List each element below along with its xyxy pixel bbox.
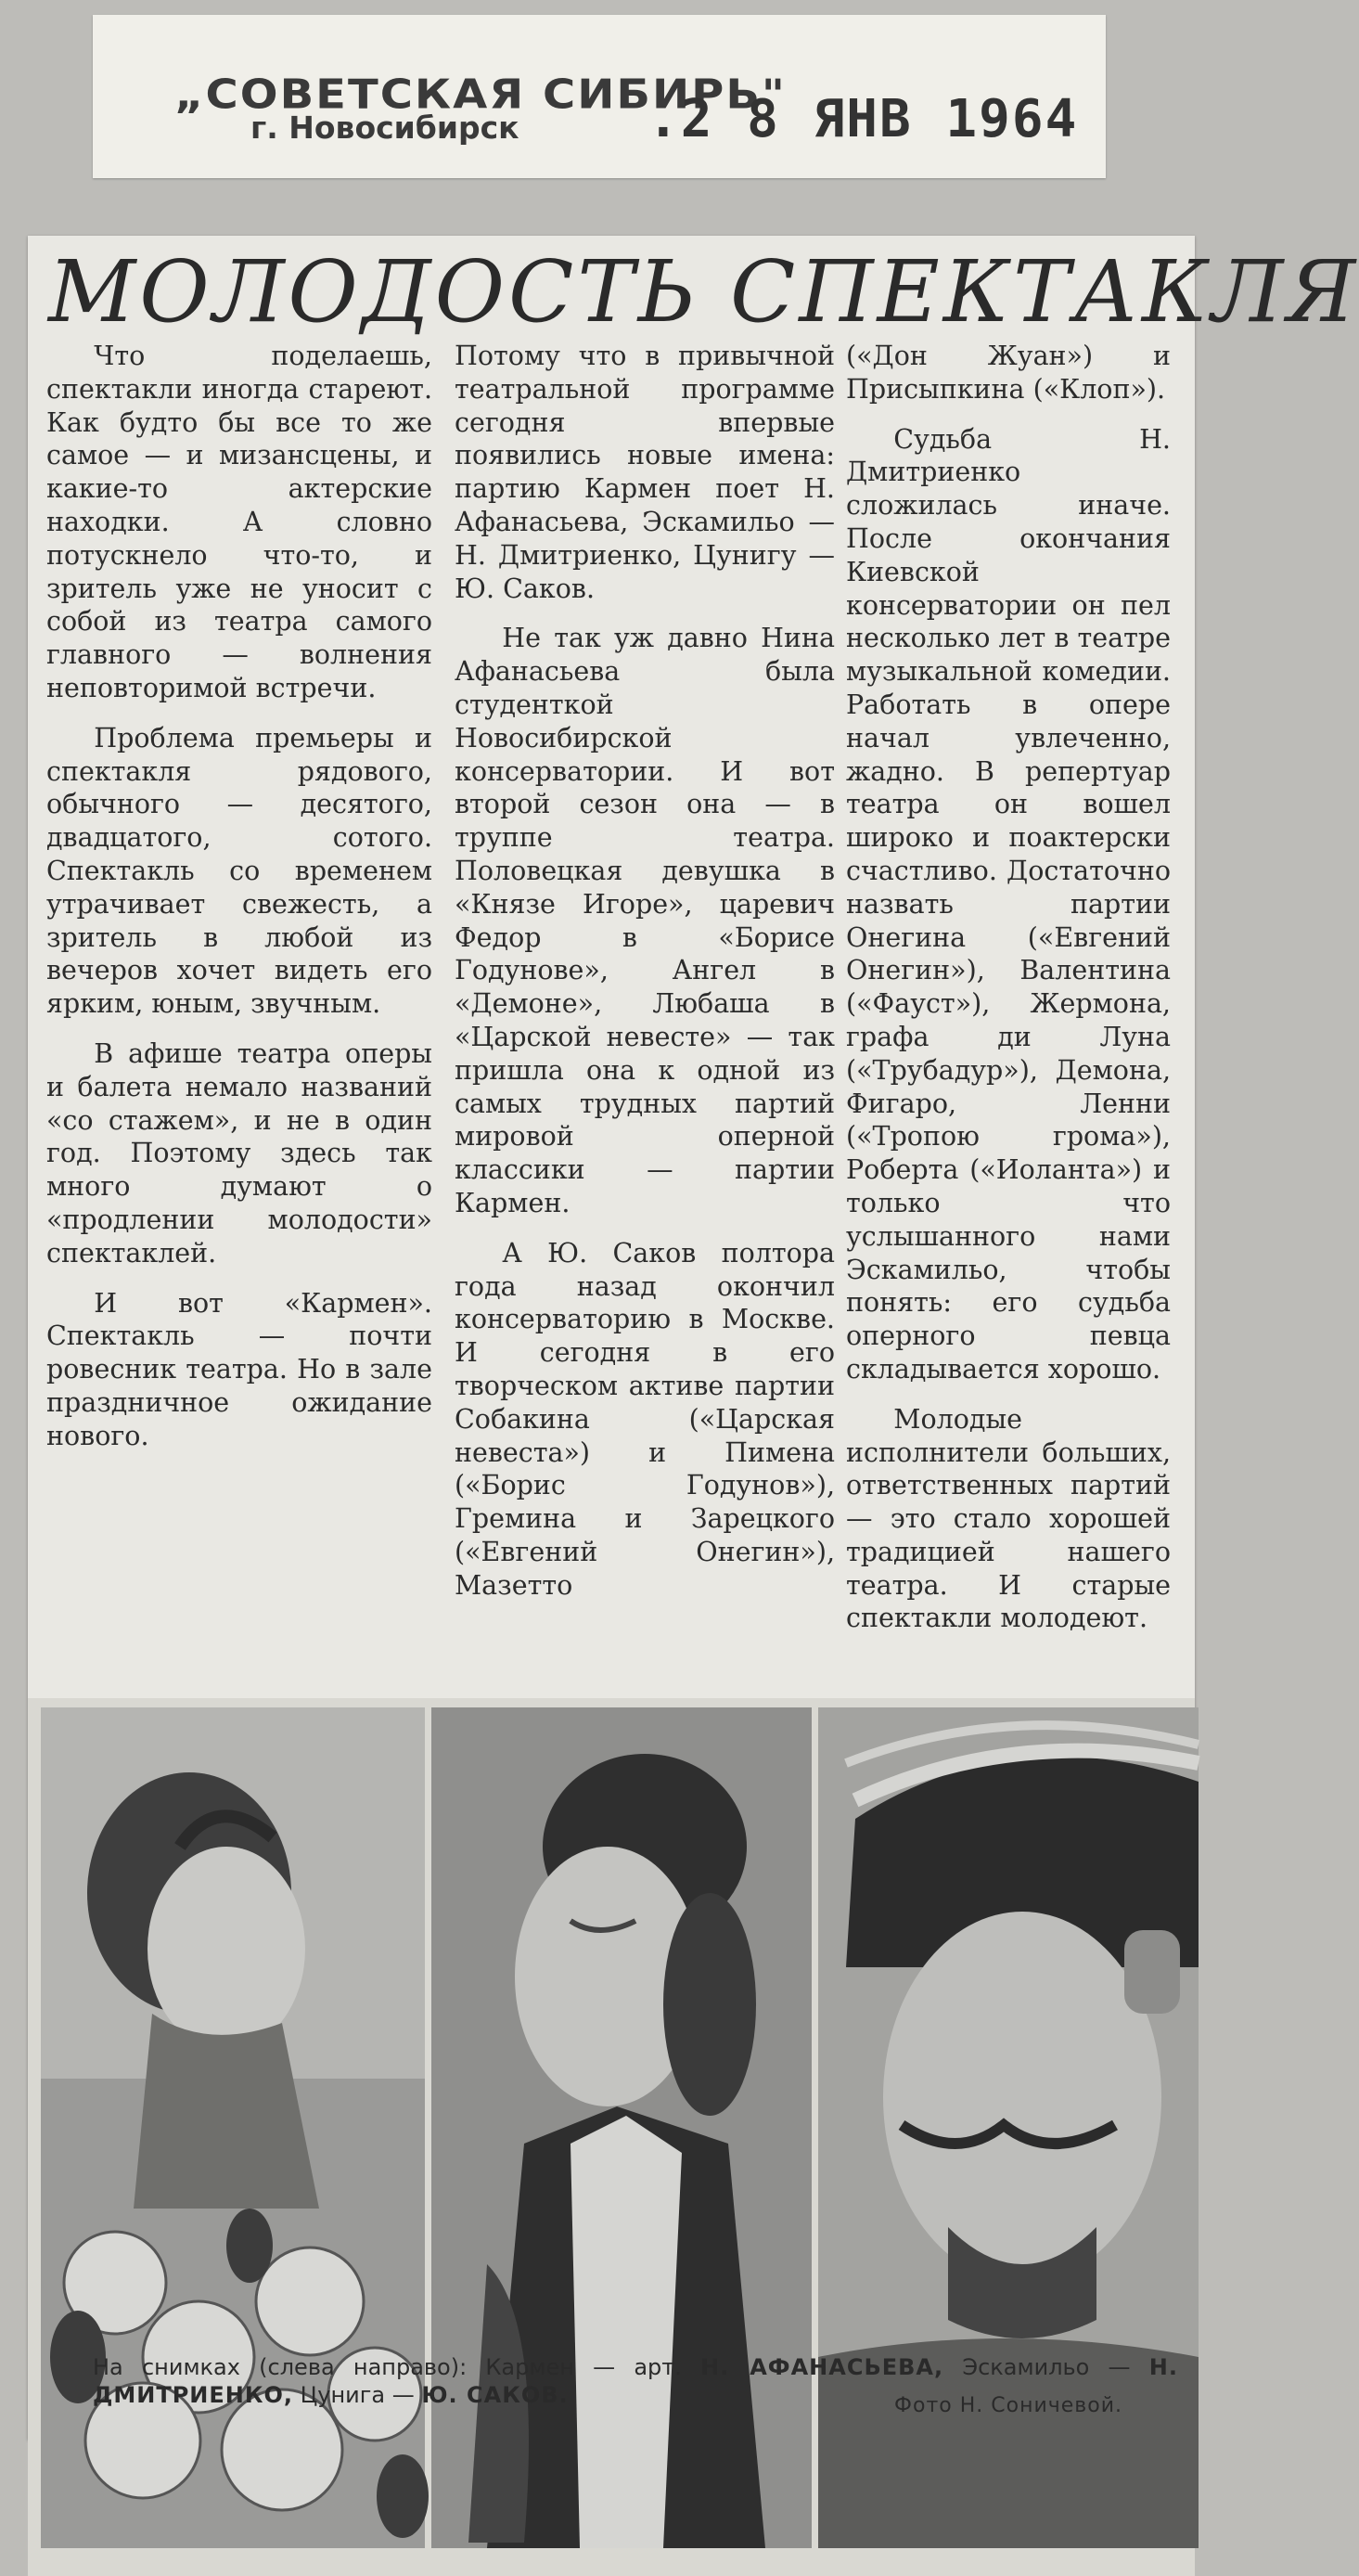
paragraph: («Дон Жуан») и Присыпкина («Клоп»). (846, 341, 1171, 405)
paragraph: А Ю. Саков полтора года назад окончил консерваторию в Москве. И сегодня в его творческом активе партии Собакина («Царская невеста») и Пимена («Борис Годунов»), Гремина и Зарецкого («Евгений Онегин»), Мазетто (455, 1237, 835, 1601)
caption-name: Ю. САКОВ. (421, 2382, 569, 2408)
article-column-2 (455, 340, 835, 1618)
caption-text: На снимках (слева направо): Кармен — арт. (93, 2354, 682, 2380)
article-clipping (28, 236, 1359, 2440)
paragraph: Потому что в привычной театральной программе сегодня впервые появились новые имена: партию Кармен поет Н. Афанасьева, Эскамильо — Н. Дмитриенко, Цунигу — Ю. Саков. (455, 341, 835, 604)
paragraph: Судьба Н. Дмитриенко сложилась иначе. После окончания Киевской консерватории он пел несколько лет в театре музыкальной комедии. Работать в опере начал увлеченно, жадно. В репертуар театра он вошел широко и поактерски счастливо. Достаточно назвать партии Онегина («Евгений Онегин»), Валентина («Фауст»), Жермона, графа ди Луна («Трубадур»), Демона, Фигаро, Ленни («Тропою грома»), Роберта («Иоланта») и только что услышанного нами Эскамильо, чтобы понять: его судьба оперного певца складывается хорошо. (846, 423, 1171, 1385)
paragraph: Что поделаешь, спектакли иногда стареют. Как будто бы все то же самое — и мизансцены, и какие-то актерские находки. А словно потускнело что-то, и зритель уже не уносит с собой из театра самого главного — волнения неповторимой встречи. (46, 341, 432, 703)
newspaper-city: г. Новосибирск (250, 109, 519, 146)
photo-carmen (41, 1707, 425, 2548)
article-title: МОЛОДОСТЬ СПЕКТАКЛЯ (48, 242, 1359, 341)
newspaper-name: „СОВЕТСКАЯ СИБИРЬ" (174, 71, 787, 119)
photo-escamillo (431, 1707, 812, 2548)
paragraph: В афише театра оперы и балета немало названий «со стажем», и не в один год. Поэтому здесь так много думают о «продлении молодости» спектаклей. (46, 1037, 432, 1269)
paragraph: Молодые исполнители больших, ответственных партий — это стало хорошей традицией нашего театра. И старые спектакли молодеют. (846, 1403, 1171, 1634)
paragraph: Проблема премьеры и спектакля рядового, обычного — десятого, двадцатого, сотого. Спектакль со временем утрачивает свежесть, а зритель в любой из вечеров хочет видеть его ярким, юным, звучным. (46, 722, 432, 1020)
caption-name: Н. АФАНАСЬЕВА, (700, 2354, 944, 2380)
paragraph: И вот «Кармен». Спектакль — почти ровесник театра. Но в зале праздничное ожидание нового. (46, 1287, 432, 1451)
photo-strip (28, 1698, 1195, 2576)
article-column-3 (846, 340, 1171, 1652)
paragraph: Не так уж давно Нина Афанасьева была студенткой Новосибирской консерватории. И вот второй сезон она — в труппе театра. Половецкая девушка в «Князе Игоре», царевич Федор в «Борисе Годунове», Ангел в «Демоне», Любаша в «Царской невесте» — так пришла она к одной из самых трудных партий мировой оперной классики — партии Кармен. (455, 623, 835, 1218)
clipping-date: .2 8 ЯНВ 1964 (647, 89, 1079, 149)
photo-zuniga (818, 1707, 1199, 2548)
photo-credit: Фото Н. Соничевой. (894, 2394, 1122, 2417)
caption-text: Цунига — (300, 2382, 415, 2408)
caption-name: Н. ДМИТРИЕНКО, (93, 2354, 1178, 2408)
article-column-1 (46, 340, 432, 1470)
clipping-stamp (93, 15, 1106, 178)
caption-text: Эскамильо — (962, 2354, 1131, 2380)
